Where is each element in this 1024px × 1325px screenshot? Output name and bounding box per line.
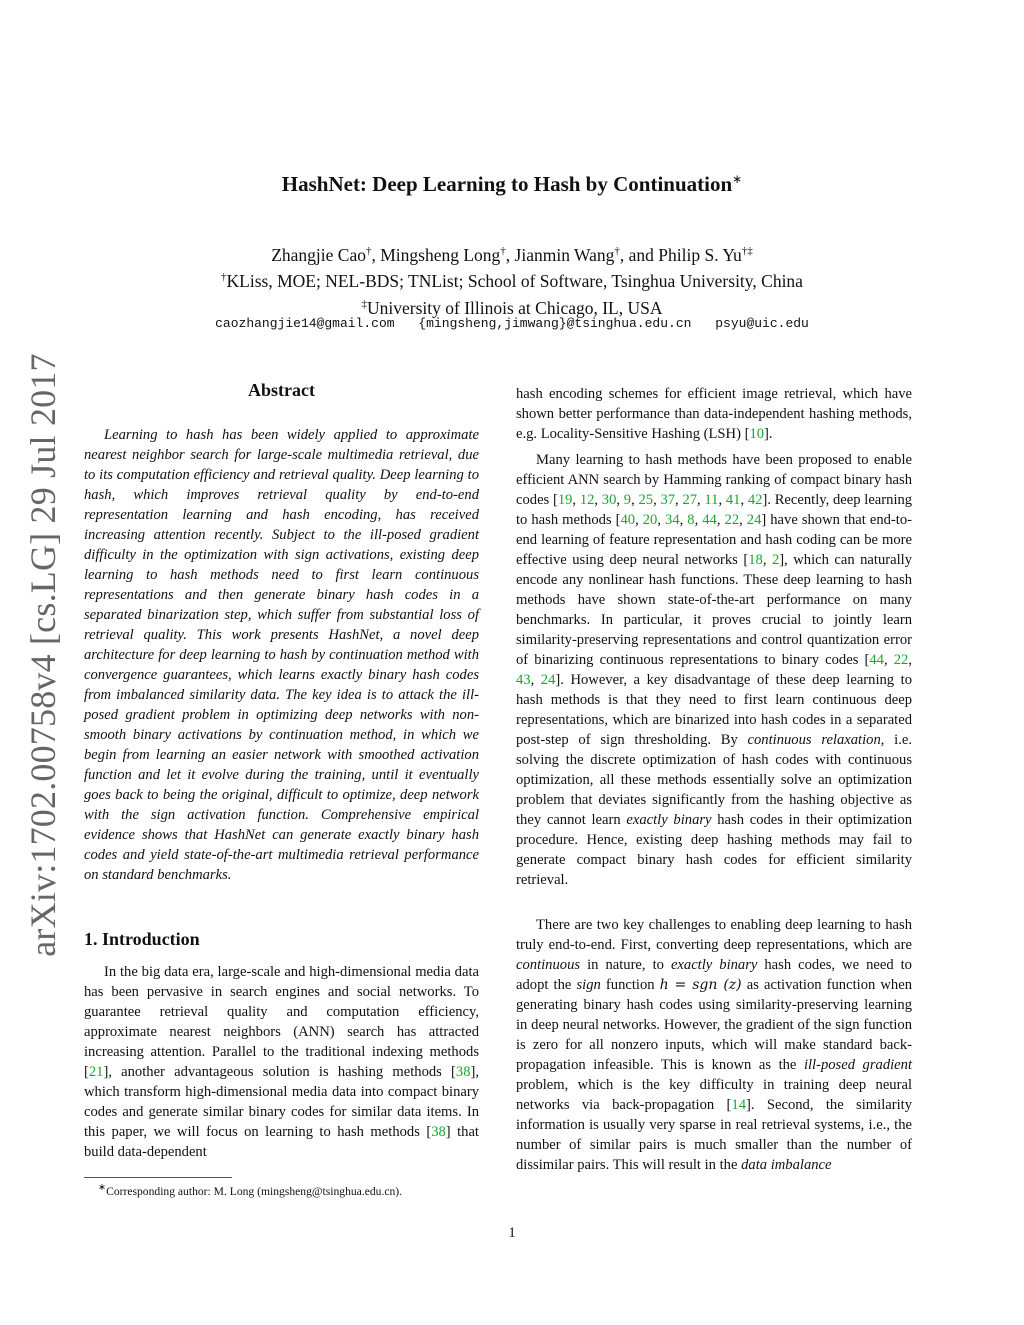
abstract-heading: Abstract <box>248 380 315 400</box>
arxiv-identifier: arXiv:1702.00758v4 [cs.LG] 29 Jul 2017 <box>23 353 63 957</box>
citation-link[interactable]: 11 <box>704 492 719 508</box>
citation-link[interactable]: 41 <box>725 492 741 508</box>
citation-link[interactable]: 20 <box>642 512 658 528</box>
arxiv-stamp <box>14 353 72 957</box>
citation-link[interactable]: 43 <box>516 672 531 688</box>
emphasis-text: ill-posed gradient <box>803 1057 912 1073</box>
citation-link[interactable]: 24 <box>540 672 556 688</box>
emphasis-text: continuous relaxation <box>747 732 881 748</box>
footnote: ∗Corresponding author: M. Long (mingsheng@tsinghua.edu.cn). <box>98 1182 403 1198</box>
citation-link[interactable]: 40 <box>620 512 636 528</box>
citation-link[interactable]: 30 <box>601 492 617 508</box>
author-name: Mingsheng Long <box>380 244 501 265</box>
email: psyu@uic.edu <box>715 316 809 331</box>
citation-link[interactable]: 8 <box>687 512 695 528</box>
citation-link[interactable]: 19 <box>557 492 573 508</box>
emphasis-text: exactly binary <box>670 957 758 973</box>
intro-paragraph-1: In the big data era, large-scale and high-dimensional media data has been pervasive in search engines and social networks. To guarantee retrieval quality and computation efficiency, approximate nearest neighbors (ANN) search has attracted increasing attention. Parallel to the traditional indexing methods [21], another advantageous solution is hashing methods [38], which transform high-dimensional media data into compact binary codes and generate similar binary codes for similar data items. In this paper, we will focus on learning to hash methods [38] that build data-dependent <box>84 964 479 1160</box>
author-block <box>0 240 1024 319</box>
affiliation-2: ‡University of Illinois at Chicago, IL, USA <box>361 297 663 318</box>
emphasis-text: exactly binary <box>626 812 712 828</box>
inline-math: h = sgn (z) <box>659 977 742 993</box>
citation-link[interactable]: 44 <box>702 512 717 528</box>
affiliation-1: †KLiss, MOE; NEL-BDS; TNList; School of Software, Tsinghua University, China <box>221 271 803 292</box>
citation-link[interactable]: 27 <box>682 492 698 508</box>
intro-paragraph-1-continued: hash encoding schemes for efficient image retrieval, which have shown better performance than data-independent hashing methods, e.g. Locality-Sensitive Hashing (LSH) [10]. <box>516 386 912 442</box>
citation-link[interactable]: 10 <box>749 426 765 442</box>
citation-link[interactable]: 34 <box>665 512 680 528</box>
abstract-text: Learning to hash has been widely applied to approximate nearest neighbor search for large-scale multimedia retrieval, due to its computation efficiency and retrieval quality. Deep learning to hash, which improves retrieval quality by end-to-end representation learning and hash encoding, has received increasing attention recently. Subject to the ill-posed gradient difficulty in the optimization with sign activations, existing deep learning to hash methods need to first learn continuous representations and then generate binary hash codes in a separated binarization step, which suffer from substantial loss of retrieval quality. This work presents HashNet, a novel deep architecture for deep learning to hash by continuation method with convergence guarantees, which learns exactly binary hash codes from imbalanced similarity data. The key idea is to attack the ill-posed gradient problem in optimizing deep networks with non-smooth binary activations by continuation method, in which we begin from learning an easier network with smoothed activation function and let it evolve during the training, until it eventually goes back to being the original, difficult to optimize, deep network with the sign activation function. Comprehensive empirical evidence shows that HashNet can generate exactly binary hash codes and yield state-of-the-art multimedia retrieval performance on standard benchmarks. <box>84 427 479 883</box>
intro-paragraph-2: Many learning to hash methods have been proposed to enable efficient ANN search by Hamming ranking of compact binary hash codes [19, 12, 30, 9, 25, 37, 27, 11, 41, 42]. Recently, deep learning to hash methods [40, 20, 34, 8, 44, 22, 24] have shown that end-to-end learning of feature representation and hash coding can be more effective using deep neural networks [18, 2], which can naturally encode any nonlinear hash functions. These deep learning to hash methods have shown state-of-the-art performance on many benchmarks. In particular, it proves crucial to jointly learn similarity-preserving representations and control quantization error of binarizing continuous representations to binary codes [44, 22, 43, 24]. However, a key disadvantage of these deep learning to hash methods is that they need to first learn continuous deep representations, which are binarized into hash codes in a separated post-step of sign thresholding. By continuous relaxation, i.e. solving the discrete optimization of hash codes with continuous optimization, all these methods essentially solve an optimization problem that deviates significantly from the hashing objective as they cannot learn exactly binary hash codes in their optimization procedure. Hence, existing deep hashing methods may fail to generate compact binary hash codes for efficient similarity retrieval. <box>516 452 913 888</box>
author-name: Zhangjie Cao <box>271 244 366 265</box>
citation-link[interactable]: 24 <box>746 512 762 528</box>
citation-link[interactable]: 14 <box>731 1097 746 1113</box>
page-number: 1 <box>508 1225 516 1241</box>
citation-link[interactable]: 21 <box>88 1064 104 1080</box>
footnote-divider <box>84 1177 232 1178</box>
citation-link[interactable]: 18 <box>748 552 763 568</box>
author-name: and Philip S. Yu <box>628 244 742 265</box>
paper-title: HashNet: Deep Learning to Hash by Continuation∗ <box>281 172 743 196</box>
title-footnote-mark: ∗ <box>732 172 743 186</box>
citation-link[interactable]: 12 <box>579 492 595 508</box>
author-list: Zhangjie Cao†, Mingsheng Long†, Jianmin Wang†, and Philip S. Yu†‡ <box>271 244 753 265</box>
emphasis-text: data imbalance <box>741 1157 832 1173</box>
citation-link[interactable]: 38 <box>431 1124 446 1140</box>
citation-link[interactable]: 42 <box>747 492 763 508</box>
emphasis-text: continuous <box>516 957 581 973</box>
footnote-mark: ∗ <box>98 1182 107 1193</box>
citation-link[interactable]: 25 <box>638 492 654 508</box>
citation-link[interactable]: 2 <box>771 552 780 568</box>
citation-link[interactable]: 22 <box>893 652 909 668</box>
author-emails <box>0 316 1024 331</box>
citation-link[interactable]: 38 <box>455 1064 471 1080</box>
author-name: Jianmin Wang <box>514 244 615 265</box>
citation-link[interactable]: 9 <box>623 492 632 508</box>
intro-paragraph-3: There are two key challenges to enabling deep learning to hash truly end-to-end. First, converting deep representations, which are continuous in nature, to exactly binary hash codes, we need to adopt the sign function h = sgn (z) as activation function when generating binary hash codes using similarity-preserving learning in deep neural networks. However, the gradient of the sign function is zero for all nonzero inputs, which will make standard back-propagation infeasible. This is known as the ill-posed gradient problem, which is the key difficulty in training deep neural networks via back-propagation [14]. Second, the similarity information is usually very sparse in real retrieval systems, i.e., the number of similar pairs is much smaller than the number of dissimilar pairs. This will result in the data imbalance <box>516 917 913 1173</box>
citation-link[interactable]: 44 <box>869 652 884 668</box>
citation-link[interactable]: 37 <box>660 492 676 508</box>
section-heading-introduction: 1. Introduction <box>84 929 200 949</box>
email: caozhangjie14@gmail.com <box>215 316 395 331</box>
email: {mingsheng,jimwang}@tsinghua.edu.cn <box>418 316 692 331</box>
citation-link[interactable]: 22 <box>724 512 740 528</box>
emphasis-text: sign <box>576 977 601 993</box>
